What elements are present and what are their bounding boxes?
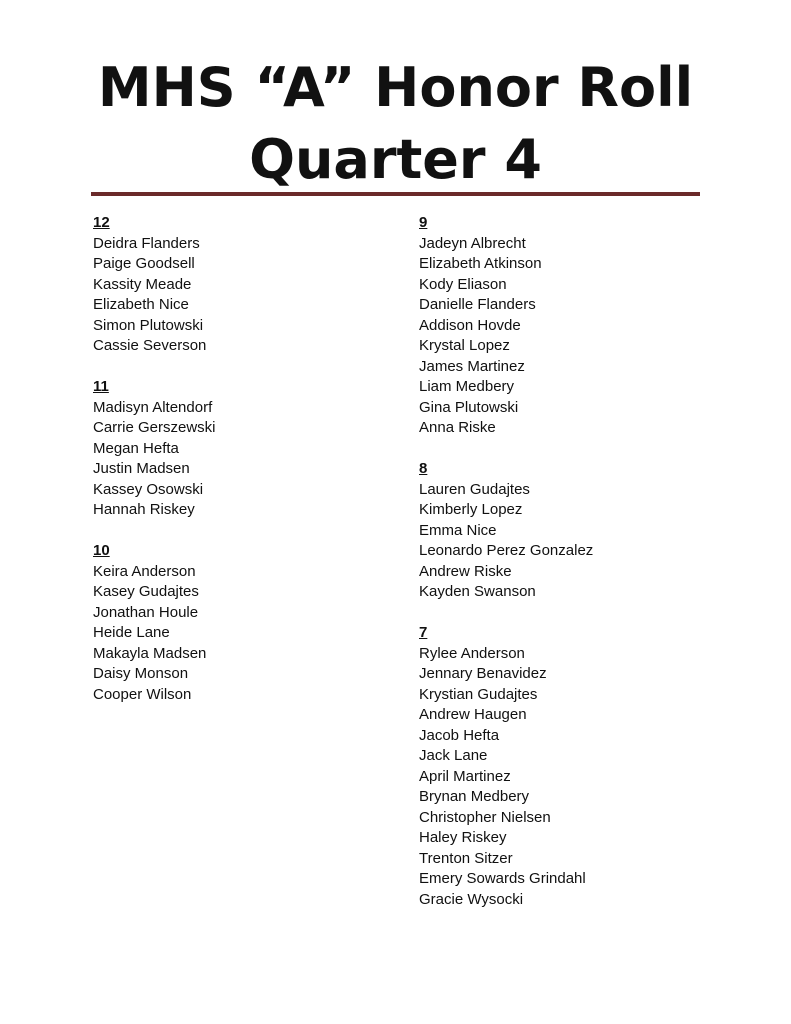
student-name: Kasey Gudajtes <box>93 583 199 600</box>
student-name: Christopher Nielsen <box>419 808 551 826</box>
student-name: Kimberly Lopez <box>419 501 523 518</box>
student-name: Kody Eliason <box>419 275 507 293</box>
student-name: Megan Hefta <box>93 439 179 457</box>
student-name: Paige Goodsell <box>93 255 195 272</box>
student-name: Andrew Riske <box>419 562 512 580</box>
student-name: Simon Plutowski <box>93 316 204 334</box>
student-name: Emma Nice <box>419 521 497 539</box>
student-name: Madisyn Altendorf <box>93 398 213 416</box>
grade-group <box>419 213 719 439</box>
student-name: Makayla Madsen <box>93 644 207 662</box>
grade-group <box>93 213 393 357</box>
page-subtitle: Quarter 4 <box>249 128 542 191</box>
grade-heading: 12 <box>93 214 110 231</box>
student-name: Daisy Monson <box>93 665 189 682</box>
student-name: Heide Lane <box>93 624 170 641</box>
left-column <box>93 213 393 726</box>
grade-group <box>93 541 393 705</box>
student-name: Kayden Swanson <box>419 583 536 600</box>
student-name: Addison Hovde <box>419 316 521 334</box>
student-name: Cassie Severson <box>93 337 207 354</box>
student-name: Jacob Hefta <box>419 726 500 744</box>
student-name: Brynan Medbery <box>419 788 530 805</box>
student-name: Justin Madsen <box>93 460 190 477</box>
student-name: Jennary Benavidez <box>419 665 547 682</box>
student-name: Jack Lane <box>419 747 488 764</box>
grade-group <box>419 459 719 603</box>
student-name: April Martinez <box>419 767 511 785</box>
student-name: Emery Sowards Grindahl <box>419 870 586 887</box>
student-name: Elizabeth Atkinson <box>419 255 542 272</box>
student-name: Keira Anderson <box>93 562 196 580</box>
student-name: Kassey Osowski <box>93 480 204 498</box>
student-name: Jadeyn Albrecht <box>419 234 526 252</box>
student-name: Kassity Meade <box>93 275 192 293</box>
student-name: Anna Riske <box>419 419 496 436</box>
grade-heading: 11 <box>93 378 109 395</box>
student-name: Carrie Gerszewski <box>93 419 216 436</box>
student-name: Hannah Riskey <box>93 501 195 518</box>
student-name: Krystal Lopez <box>419 337 510 354</box>
student-name: Cooper Wilson <box>93 685 192 703</box>
student-name: Lauren Gudajtes <box>419 480 530 498</box>
student-name: Liam Medbery <box>419 378 515 395</box>
student-name: Haley Riskey <box>419 829 507 846</box>
student-name: Jonathan Houle <box>93 603 199 621</box>
student-name: Leonardo Perez Gonzalez <box>419 542 594 559</box>
grade-heading: 7 <box>419 624 428 641</box>
grade-heading: 8 <box>419 460 428 477</box>
grade-group <box>419 623 719 910</box>
grade-group <box>93 377 393 521</box>
student-name: Andrew Haugen <box>419 706 527 723</box>
grade-heading: 9 <box>419 214 428 231</box>
student-name: Gracie Wysocki <box>419 890 524 908</box>
right-column <box>419 213 719 931</box>
student-name: Krystian Gudajtes <box>419 685 538 703</box>
student-name: Gina Plutowski <box>419 398 519 416</box>
student-name: Danielle Flanders <box>419 296 536 313</box>
student-name: Deidra Flanders <box>93 234 200 252</box>
title-divider <box>91 192 700 196</box>
student-name: Trenton Sitzer <box>419 849 513 867</box>
grade-heading: 10 <box>93 542 110 559</box>
student-name: Elizabeth Nice <box>93 296 189 313</box>
student-name: Rylee Anderson <box>419 644 525 662</box>
page-title: MHS “A” Honor Roll <box>97 56 694 119</box>
student-name: James Martinez <box>419 357 525 375</box>
